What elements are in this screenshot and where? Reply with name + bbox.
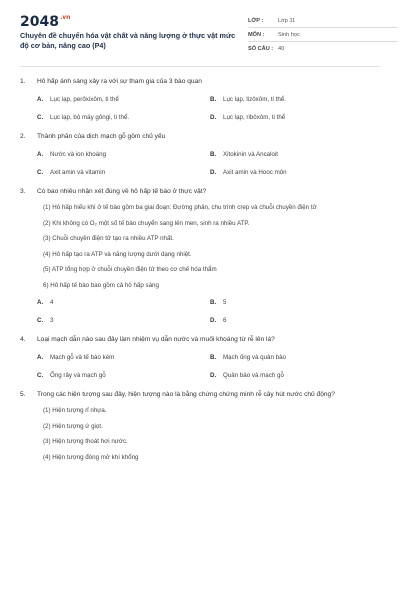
- statement: (3) Hiện tượng thoát hơi nước.: [43, 438, 128, 445]
- question-number: 4.: [20, 336, 26, 343]
- header: [20, 0, 380, 66]
- question-number: 3.: [20, 188, 26, 195]
- option-letter: C.: [37, 114, 44, 121]
- statement: 6) Hô hấp tế bào bao gồm cả hô hấp sáng: [43, 281, 159, 289]
- option-letter: D.: [210, 317, 217, 324]
- option-text: 4: [50, 299, 54, 306]
- option-letter: B.: [210, 354, 217, 361]
- statement: (2) Khi không có O₂ một số tế bào chuyển sang lên men, sinh ra nhiều ATP.: [43, 219, 250, 227]
- statement: (2) Hiện tượng ứ giọt.: [43, 422, 103, 430]
- option-text: Lục lạp, perôxixôm, ti thể: [50, 96, 119, 103]
- option-a[interactable]: [37, 95, 210, 104]
- option-text: Ống rây và mạch gỗ: [50, 372, 106, 379]
- logo-main: 2048: [20, 14, 59, 30]
- option-text: Xitokinin và Ancaloit: [223, 151, 279, 158]
- option-d[interactable]: [210, 113, 383, 122]
- question-number: 1.: [20, 78, 26, 85]
- option-letter: A.: [37, 96, 44, 103]
- option-letter: A.: [37, 299, 44, 306]
- option-d[interactable]: [210, 371, 383, 380]
- question-number: 2.: [20, 133, 26, 140]
- option-letter: C.: [37, 169, 44, 176]
- option-text: Lục lạp, lizôxôm, ti thể.: [223, 96, 286, 103]
- option-b[interactable]: [210, 150, 383, 159]
- option-c[interactable]: [37, 371, 210, 380]
- site-logo[interactable]: [20, 14, 70, 30]
- option-text: Quản bào và mạch gỗ: [223, 372, 284, 379]
- option-c[interactable]: [37, 113, 210, 122]
- question-text: Thành phần của dịch mạch gỗ gồm chủ yếu: [37, 133, 166, 140]
- statement: (4) Hiện tượng đóng mở khí khổng: [43, 453, 139, 461]
- option-text: Mạch ống và quản bào: [223, 354, 286, 361]
- option-text: Axit amin và vitamin: [50, 169, 106, 176]
- option-b[interactable]: [210, 298, 383, 307]
- option-letter: D.: [210, 169, 217, 176]
- question-number: 5.: [20, 391, 26, 398]
- option-d[interactable]: [210, 316, 383, 325]
- option-b[interactable]: [210, 95, 383, 104]
- statement: (1) Hiện tượng rỉ nhựa.: [43, 407, 107, 414]
- meta-value: 40: [278, 45, 285, 52]
- options: [37, 95, 380, 122]
- worksheet-title: Chuyên đề chuyển hóa vật chất và năng lượng ở thực vật mức độ cơ bản, nâng cao (P4): [20, 31, 236, 50]
- option-letter: D.: [210, 114, 217, 121]
- meta-row-count: [248, 42, 398, 55]
- option-c[interactable]: [37, 168, 210, 177]
- option-text: 3: [50, 317, 54, 324]
- option-letter: C.: [37, 317, 44, 324]
- options: [37, 150, 380, 177]
- option-text: Axit amin và Hooc môn: [223, 169, 287, 176]
- meta-row-subject: [248, 28, 398, 42]
- option-letter: A.: [37, 151, 44, 158]
- question-text: Có bao nhiêu nhận xét đúng về hô hấp tế bào ở thực vật?: [37, 188, 207, 195]
- option-letter: B.: [210, 96, 217, 103]
- option-letter: A.: [37, 354, 44, 361]
- option-text: Lục lạp, ribôxôm, ti thể: [223, 114, 286, 121]
- option-b[interactable]: [210, 353, 383, 362]
- option-text: 5: [223, 299, 227, 306]
- header-divider: [20, 66, 380, 67]
- option-letter: D.: [210, 372, 217, 379]
- meta-key: SỐ CÂU :: [248, 45, 274, 52]
- options: [37, 353, 380, 380]
- question-3: [20, 187, 380, 325]
- option-letter: B.: [210, 299, 217, 306]
- question-4: [20, 335, 380, 380]
- option-text: Nước và ion khoáng: [50, 151, 107, 158]
- option-text: 6: [223, 317, 227, 324]
- option-c[interactable]: [37, 316, 210, 325]
- option-a[interactable]: [37, 298, 210, 307]
- logo-suffix: .vn: [59, 14, 71, 21]
- statement: (4) Hô hấp tạo ra ATP và năng lượng dưới dạng nhiệt.: [43, 250, 192, 258]
- meta-row-grade: [248, 14, 398, 28]
- question-2: [20, 132, 380, 177]
- option-letter: C.: [37, 372, 44, 379]
- option-a[interactable]: [37, 150, 210, 159]
- question-text: Loại mạch dẫn nào sau đây làm nhiệm vụ dẫn nước và muối khoáng từ rễ lên lá?: [37, 336, 275, 343]
- option-letter: B.: [210, 151, 217, 158]
- option-d[interactable]: [210, 168, 383, 177]
- statement: (5) ATP tổng hợp ở chuỗi chuyền điện tử theo cơ chế hóa thẩm: [43, 266, 217, 273]
- meta-value: Sinh học: [278, 31, 300, 38]
- option-text: Lục lạp, bộ máy gôngi, ti thể.: [50, 114, 130, 121]
- statement: (1) Hô hấp hiếu khí ở tế bào gồm ba giai đoạn: Đường phân, chu trình crep và chuỗi chuyền điện tử: [43, 204, 317, 211]
- option-text: Mạch gỗ và tế bào kèm: [50, 354, 115, 361]
- question-1: [20, 77, 380, 122]
- question-text: Trong các hiện tượng sau đây, hiện tượng nào là bằng chứng chứng minh rễ cây hút nước chủ động?: [37, 391, 335, 398]
- meta-value: Lớp 11: [278, 17, 296, 24]
- question-5: [20, 390, 380, 462]
- meta-key: MÔN :: [248, 31, 265, 38]
- options: [37, 298, 380, 325]
- statement: (3) Chuỗi chuyền điện tử tạo ra nhiều ATP nhất.: [43, 235, 174, 242]
- question-text: Hô hấp ánh sáng xảy ra với sự tham gia của 3 bào quan: [37, 78, 202, 85]
- meta-key: LỚP :: [248, 17, 264, 24]
- option-a[interactable]: [37, 353, 210, 362]
- meta-table: [248, 14, 398, 55]
